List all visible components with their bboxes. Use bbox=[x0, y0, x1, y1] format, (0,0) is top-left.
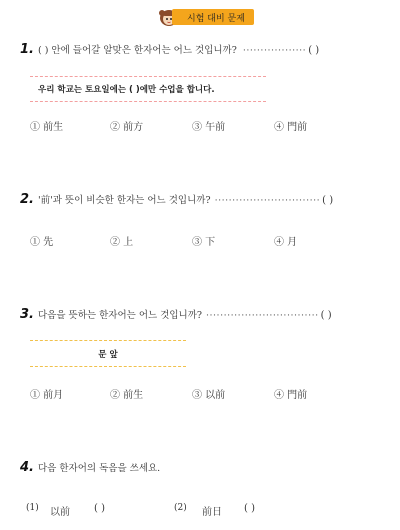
question-text: ( ) 안에 들어갈 알맞은 한자어는 어느 것입니까? bbox=[37, 45, 237, 56]
leader-dots: ······························ bbox=[214, 195, 321, 206]
question-1 bbox=[20, 42, 319, 57]
choice-1[interactable]: ① 先 bbox=[30, 237, 54, 248]
choice-2[interactable]: ② 前方 bbox=[110, 122, 144, 133]
answer-blank[interactable]: ( ) bbox=[322, 195, 334, 206]
choice-3[interactable]: ③ 下 bbox=[192, 237, 216, 248]
hanja-word: 前日 bbox=[202, 507, 222, 518]
meaning-box: 문 앞 bbox=[30, 340, 186, 367]
question-2 bbox=[20, 192, 333, 207]
choice-3[interactable]: ③ 以前 bbox=[192, 390, 226, 401]
answer-blank[interactable]: ( ) bbox=[244, 503, 255, 514]
choice-2[interactable]: ② 前生 bbox=[110, 390, 144, 401]
choice-4[interactable]: ④ 月 bbox=[274, 237, 298, 248]
hanja-word: 以前 bbox=[50, 507, 70, 518]
question-number: 3. bbox=[20, 307, 34, 322]
question-3 bbox=[20, 307, 332, 322]
example-sentence-box: 우리 학교는 토요일에는 ( )에만 수업을 합니다. bbox=[30, 76, 266, 102]
choice-1[interactable]: ① 前月 bbox=[30, 390, 64, 401]
question-text: 다음 한자어의 독음을 쓰세요. bbox=[37, 463, 161, 474]
choice-4[interactable]: ④ 門前 bbox=[274, 122, 308, 133]
answer-blank[interactable]: ( ) bbox=[320, 310, 332, 321]
choice-1[interactable]: ① 前生 bbox=[30, 122, 64, 133]
choice-3[interactable]: ③ 午前 bbox=[192, 122, 226, 133]
question-text: '前'과 뜻이 비슷한 한자는 어느 것입니까? bbox=[37, 195, 211, 206]
question-4 bbox=[20, 460, 160, 475]
header-title: 시험 대비 문제 bbox=[172, 9, 254, 25]
question-text: 다음을 뜻하는 한자어는 어느 것입니까? bbox=[37, 310, 202, 321]
reading-items bbox=[26, 503, 366, 519]
answer-blank[interactable]: ( ) bbox=[94, 503, 105, 514]
leader-dots: ·················· bbox=[242, 45, 307, 56]
item-number: (1) bbox=[26, 503, 39, 513]
answer-blank[interactable]: ( ) bbox=[308, 45, 320, 56]
question-number: 2. bbox=[20, 192, 34, 207]
question-number: 4. bbox=[20, 460, 34, 475]
question-number: 1. bbox=[20, 42, 34, 57]
leader-dots: ································ bbox=[206, 310, 319, 321]
choice-4[interactable]: ④ 門前 bbox=[274, 390, 308, 401]
choice-2[interactable]: ② 上 bbox=[110, 237, 134, 248]
section-header bbox=[158, 6, 254, 26]
item-number: (2) bbox=[174, 503, 187, 513]
